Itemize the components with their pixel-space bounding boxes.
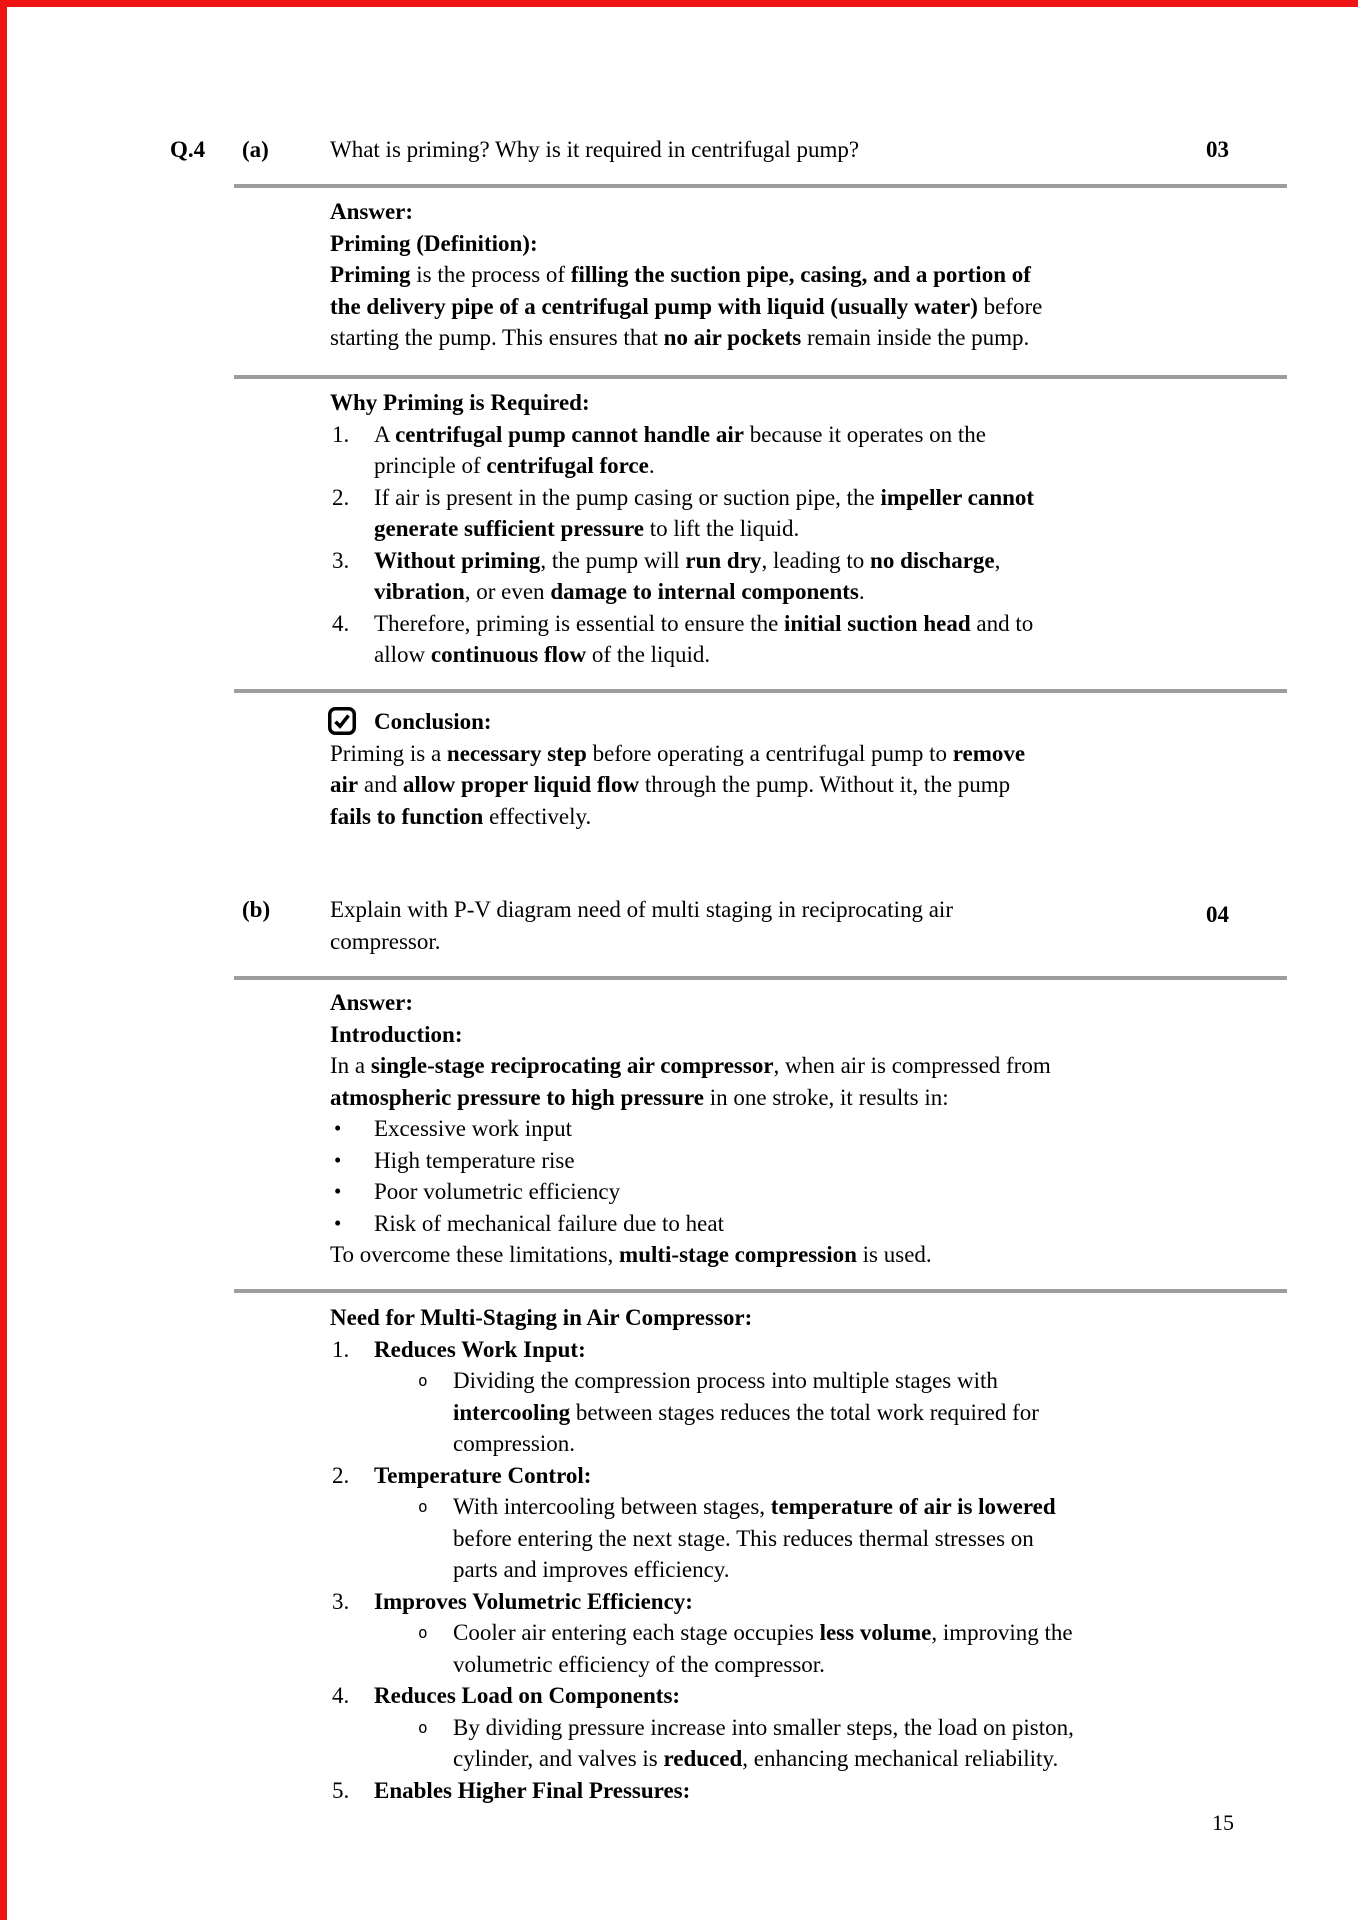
section-divider (234, 976, 1287, 980)
answer-heading-line: Introduction: (330, 1021, 463, 1047)
list-number: 4. (332, 1683, 350, 1708)
question-part-label-a: (a) (242, 137, 269, 162)
list-number: 2. (332, 1462, 350, 1488)
section-divider (234, 184, 1287, 188)
question-marks-a: 03 (1206, 137, 1229, 162)
question-number: Q.4 (170, 137, 206, 162)
answer-block-need-multistaging (330, 1302, 1230, 1806)
list-number: 3. (332, 1588, 350, 1614)
answer-heading-line: Priming (Definition): (330, 230, 538, 256)
answer-text-line: the delivery pipe of a centrifugal pump with liquid (usually water) before (330, 293, 1043, 319)
question-marks-b: 04 (1206, 902, 1229, 927)
answer-block-why-priming-required (330, 387, 1230, 671)
sub-bullet-icon: o (418, 1371, 428, 1390)
answer-text-line: compression. (453, 1431, 576, 1456)
answer-text-line: 2. If air is present in the pump casing or suction pipe, the impeller cannot (330, 482, 1230, 514)
page-number: 15 (1212, 1810, 1234, 1835)
red-margin-line-left (0, 0, 7, 1920)
answer-heading-line: Answer: (330, 990, 414, 1015)
answer-text-line: • Excessive work input (330, 1113, 1230, 1145)
answer-text-line: 2. Temperature Control: (330, 1460, 1230, 1492)
question-text-b-line1: Explain with P-V diagram need of multi staging in reciprocating air (330, 897, 953, 922)
answer-text-line: principle of centrifugal force. (374, 453, 655, 478)
question-part-label-b: (b) (242, 897, 271, 922)
question-text-b (330, 894, 953, 957)
answer-text-line: generate sufficient pressure to lift the liquid. (374, 516, 800, 541)
answer-heading-line: Why Priming is Required: (330, 390, 590, 415)
answer-block-introduction (330, 987, 1230, 1271)
sub-bullet-icon: o (418, 1623, 428, 1642)
answer-text-line: o Dividing the compression process into multiple stages with (330, 1365, 1230, 1397)
answer-text-line: Priming is the process of filling the suction pipe, casing, and a portion of (330, 262, 1031, 287)
answer-text-line: 4. Reduces Load on Components: (330, 1680, 1230, 1712)
section-divider (234, 375, 1287, 379)
answer-text-line: cylinder, and valves is reduced, enhancing mechanical reliability. (453, 1746, 1059, 1771)
answer-text-line: 1. A centrifugal pump cannot handle air because it operates on the (330, 419, 1230, 451)
list-number: 5. (332, 1777, 350, 1803)
answer-block-priming-definition (330, 196, 1230, 354)
answer-text-line: Conclusion: (330, 706, 1230, 738)
answer-block-conclusion (330, 706, 1230, 832)
answer-text-line: Priming is a necessary step before operating a centrifugal pump to remove (330, 740, 1026, 766)
answer-text-line: • High temperature rise (330, 1145, 1230, 1177)
bullet-icon: • (334, 1116, 342, 1140)
question-text-b-line2: compressor. (330, 928, 441, 954)
answer-text-line: 5. Enables Higher Final Pressures: (330, 1775, 1230, 1807)
red-margin-line-top (0, 0, 1358, 7)
answer-text-line: To overcome these limitations, multi-stage compression is used. (330, 1242, 932, 1267)
list-number: 4. (332, 610, 350, 636)
answer-text-line: • Risk of mechanical failure due to heat (330, 1208, 1230, 1240)
answer-text-line: 4. Therefore, priming is essential to ensure the initial suction head and to (330, 608, 1230, 640)
answer-text-line: volumetric efficiency of the compressor. (453, 1651, 825, 1677)
answer-text-line: atmospheric pressure to high pressure in one stroke, it results in: (330, 1084, 949, 1110)
checkbox-checked-icon (327, 706, 357, 736)
sub-bullet-icon: o (418, 1497, 428, 1516)
list-number: 1. (332, 1336, 350, 1362)
section-divider (234, 1289, 1287, 1293)
list-number: 2. (332, 484, 350, 510)
answer-text-line: 3. Without priming, the pump will run dry, leading to no discharge, (330, 545, 1230, 577)
answer-text-line: • Poor volumetric efficiency (330, 1176, 1230, 1208)
question-row-a (0, 134, 1358, 166)
bullet-icon: • (334, 1147, 342, 1172)
answer-text-line: before entering the next stage. This reduces thermal stresses on (453, 1525, 1034, 1551)
bullet-icon: • (334, 1210, 342, 1235)
sub-bullet-icon: o (418, 1717, 428, 1737)
answer-text-line: fails to function effectively. (330, 803, 592, 829)
question-text-a: What is priming? Why is it required in centrifugal pump? (330, 137, 860, 162)
answer-text-line: 1. Reduces Work Input: (330, 1334, 1230, 1366)
section-divider (234, 689, 1287, 693)
answer-heading-line: Need for Multi-Staging in Air Compressor: (330, 1305, 753, 1330)
list-number: 3. (332, 547, 350, 573)
answer-text-line: intercooling between stages reduces the total work required for (453, 1399, 1039, 1425)
answer-text-line: vibration, or even damage to internal components. (374, 579, 865, 604)
answer-text-line: o By dividing pressure increase into smaller steps, the load on piston, (330, 1712, 1230, 1744)
answer-text-line: air and allow proper liquid flow through the pump. Without it, the pump (330, 772, 1011, 797)
answer-text-line: In a single-stage reciprocating air compressor, when air is compressed from (330, 1053, 1051, 1078)
answer-text-line: o With intercooling between stages, temperature of air is lowered (330, 1491, 1230, 1523)
answer-text-line: allow continuous flow of the liquid. (374, 642, 711, 667)
answer-text-line: o Cooler air entering each stage occupies less volume, improving the (330, 1617, 1230, 1649)
answer-text-line: starting the pump. This ensures that no air pockets remain inside the pump. (330, 325, 1030, 350)
answer-text-line: parts and improves efficiency. (453, 1557, 730, 1582)
answer-text-line: 3. Improves Volumetric Efficiency: (330, 1586, 1230, 1618)
answer-heading-line: Answer: (330, 199, 414, 224)
bullet-icon: • (334, 1179, 342, 1203)
list-number: 1. (332, 421, 350, 447)
question-row-b (0, 894, 1358, 954)
